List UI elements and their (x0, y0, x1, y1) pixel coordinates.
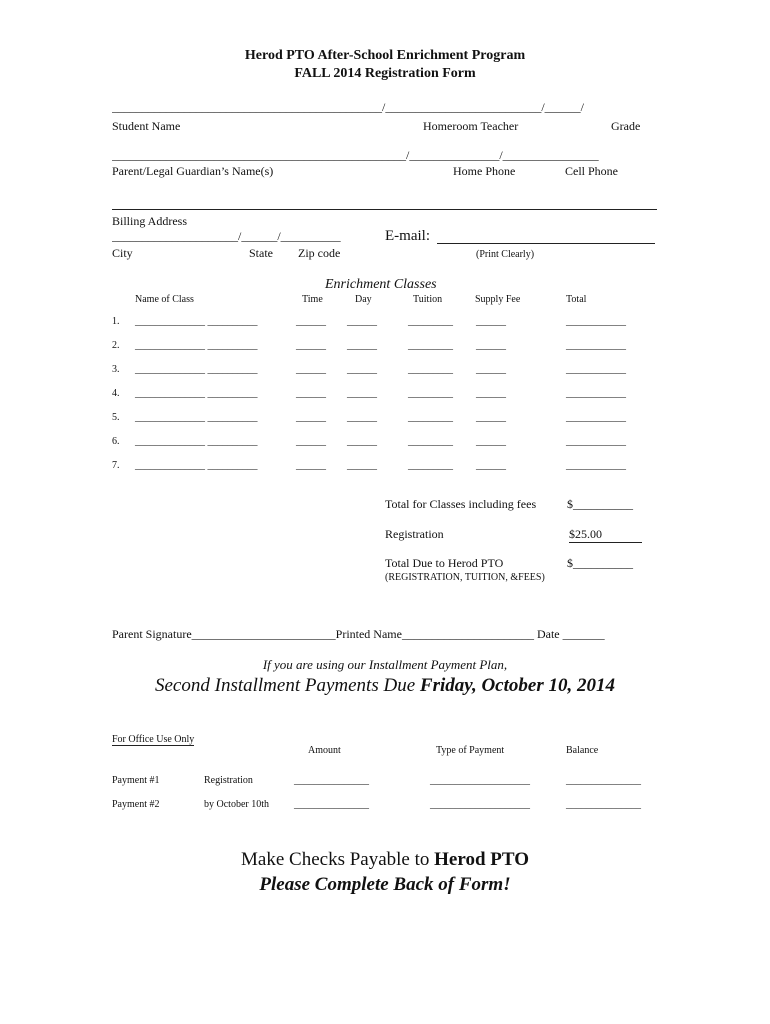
class-supply-fee-field[interactable]: ______ (476, 364, 506, 375)
office-balance-header: Balance (566, 745, 599, 756)
class-row-number: 4. (112, 388, 120, 399)
class-total-field[interactable]: ____________ (566, 340, 626, 351)
total-due-note: (REGISTRATION, TUITION, &FEES) (385, 572, 545, 583)
col-total: Total (566, 294, 587, 305)
city-state-zip-rule[interactable]: _____________________/______/__________ (112, 229, 341, 243)
payment-type-field[interactable]: ____________________ (430, 799, 530, 810)
class-row-number: 2. (112, 340, 120, 351)
class-supply-fee-field[interactable]: ______ (476, 340, 506, 351)
print-clearly-note: (Print Clearly) (476, 249, 535, 260)
class-tuition-field[interactable]: _________ (408, 460, 453, 471)
payment-desc: Registration (204, 775, 253, 786)
class-name-field[interactable]: ______________ __________ (135, 460, 258, 471)
email-field[interactable] (437, 243, 655, 244)
enrichment-classes-heading: Enrichment Classes (325, 277, 437, 292)
col-supply-fee: Supply Fee (475, 294, 521, 305)
class-name-field[interactable]: ______________ __________ (135, 412, 258, 423)
class-tuition-field[interactable]: _________ (408, 388, 453, 399)
second-installment-due (0, 675, 770, 697)
checks-payable (0, 849, 770, 871)
payment-amount-field[interactable]: _______________ (294, 799, 369, 810)
class-name-field[interactable]: ______________ __________ (135, 316, 258, 327)
payment-name: Payment #2 (112, 799, 160, 810)
class-name-field[interactable]: ______________ __________ (135, 364, 258, 375)
class-total-field[interactable]: ____________ (566, 460, 626, 471)
col-day: Day (355, 294, 372, 305)
class-row-number: 1. (112, 316, 120, 327)
class-tuition-field[interactable]: _________ (408, 412, 453, 423)
payment-name: Payment #1 (112, 775, 160, 786)
class-tuition-field[interactable]: _________ (408, 316, 453, 327)
class-supply-fee-field[interactable]: ______ (476, 316, 506, 327)
class-supply-fee-field[interactable]: ______ (476, 436, 506, 447)
class-time-field[interactable]: ______ (296, 340, 326, 351)
registration-value: $25.00 (569, 527, 642, 543)
class-name-field[interactable]: ______________ __________ (135, 340, 258, 351)
guardian-line-rule[interactable]: _________________________________________________/_______________/________________ (112, 148, 599, 162)
student-name-label: Student Name (112, 119, 181, 133)
col-tuition: Tuition (413, 294, 443, 305)
registration-label: Registration (385, 527, 444, 541)
home-phone-label: Home Phone (453, 164, 516, 178)
class-row-number: 6. (112, 436, 120, 447)
total-due-label: Total Due to Herod PTO (385, 556, 504, 570)
grade-label: Grade (611, 119, 641, 133)
payment-desc: by October 10th (204, 799, 269, 810)
class-tuition-field[interactable]: _________ (408, 436, 453, 447)
state-label: State (249, 246, 273, 260)
class-total-field[interactable]: ____________ (566, 412, 626, 423)
class-time-field[interactable]: ______ (296, 364, 326, 375)
billing-address-field[interactable] (112, 209, 657, 210)
class-day-field[interactable]: ______ (347, 364, 377, 375)
checks-payable-to: Herod PTO (434, 849, 529, 870)
billing-address-label: Billing Address (112, 214, 188, 228)
checks-payable-prefix: Make Checks Payable to (241, 849, 435, 870)
class-tuition-field[interactable]: _________ (408, 364, 453, 375)
office-type-header: Type of Payment (436, 745, 505, 756)
complete-back-note: Please Complete Back of Form! (259, 874, 511, 895)
office-use-label: For Office Use Only (112, 734, 195, 745)
signature-line[interactable]: Parent Signature________________________Printed Name______________________ Date _______ (112, 627, 605, 641)
class-total-field[interactable]: ____________ (566, 436, 626, 447)
class-total-field[interactable]: ____________ (566, 364, 626, 375)
city-label: City (112, 246, 133, 260)
class-day-field[interactable]: ______ (347, 388, 377, 399)
email-label: E-mail: (385, 228, 430, 244)
class-time-field[interactable]: ______ (296, 460, 326, 471)
class-supply-fee-field[interactable]: ______ (476, 388, 506, 399)
col-name-of-class: Name of Class (135, 294, 194, 305)
class-time-field[interactable]: ______ (296, 316, 326, 327)
payment-balance-field[interactable]: _______________ (566, 799, 641, 810)
installment-plan-note: If you are using our Installment Payment Plan, (262, 657, 508, 672)
student-line-rule[interactable]: _____________________________________________/__________________________/______/ (112, 100, 585, 114)
total-classes-value[interactable]: $__________ (567, 497, 633, 511)
homeroom-teacher-label: Homeroom Teacher (423, 119, 519, 133)
class-supply-fee-field[interactable]: ______ (476, 460, 506, 471)
class-day-field[interactable]: ______ (347, 460, 377, 471)
class-tuition-field[interactable]: _________ (408, 340, 453, 351)
payment-type-field[interactable]: ____________________ (430, 775, 530, 786)
class-day-field[interactable]: ______ (347, 436, 377, 447)
class-row-number: 7. (112, 460, 120, 471)
class-name-field[interactable]: ______________ __________ (135, 436, 258, 447)
office-amount-header: Amount (308, 745, 341, 756)
class-day-field[interactable]: ______ (347, 412, 377, 423)
class-total-field[interactable]: ____________ (566, 316, 626, 327)
form-subtitle: FALL 2014 Registration Form (294, 66, 476, 81)
cell-phone-label: Cell Phone (565, 164, 618, 178)
installment-due-prefix: Second Installment Payments Due (155, 675, 420, 696)
class-time-field[interactable]: ______ (296, 436, 326, 447)
guardian-name-label: Parent/Legal Guardian’s Name(s) (112, 164, 274, 178)
class-supply-fee-field[interactable]: ______ (476, 412, 506, 423)
total-due-value[interactable]: $__________ (567, 556, 633, 570)
total-classes-label: Total for Classes including fees (385, 497, 537, 511)
class-day-field[interactable]: ______ (347, 340, 377, 351)
class-day-field[interactable]: ______ (347, 316, 377, 327)
payment-amount-field[interactable]: _______________ (294, 775, 369, 786)
installment-due-date: Friday, October 10, 2014 (419, 675, 615, 696)
class-total-field[interactable]: ____________ (566, 388, 626, 399)
class-row-number: 3. (112, 364, 120, 375)
class-name-field[interactable]: ______________ __________ (135, 388, 258, 399)
class-row-number: 5. (112, 412, 120, 423)
col-time: Time (302, 294, 323, 305)
class-time-field[interactable]: ______ (296, 412, 326, 423)
zip-code-label: Zip code (298, 246, 341, 260)
class-time-field[interactable]: ______ (296, 388, 326, 399)
form-title: Herod PTO After-School Enrichment Program (244, 48, 526, 63)
payment-balance-field[interactable]: _______________ (566, 775, 641, 786)
